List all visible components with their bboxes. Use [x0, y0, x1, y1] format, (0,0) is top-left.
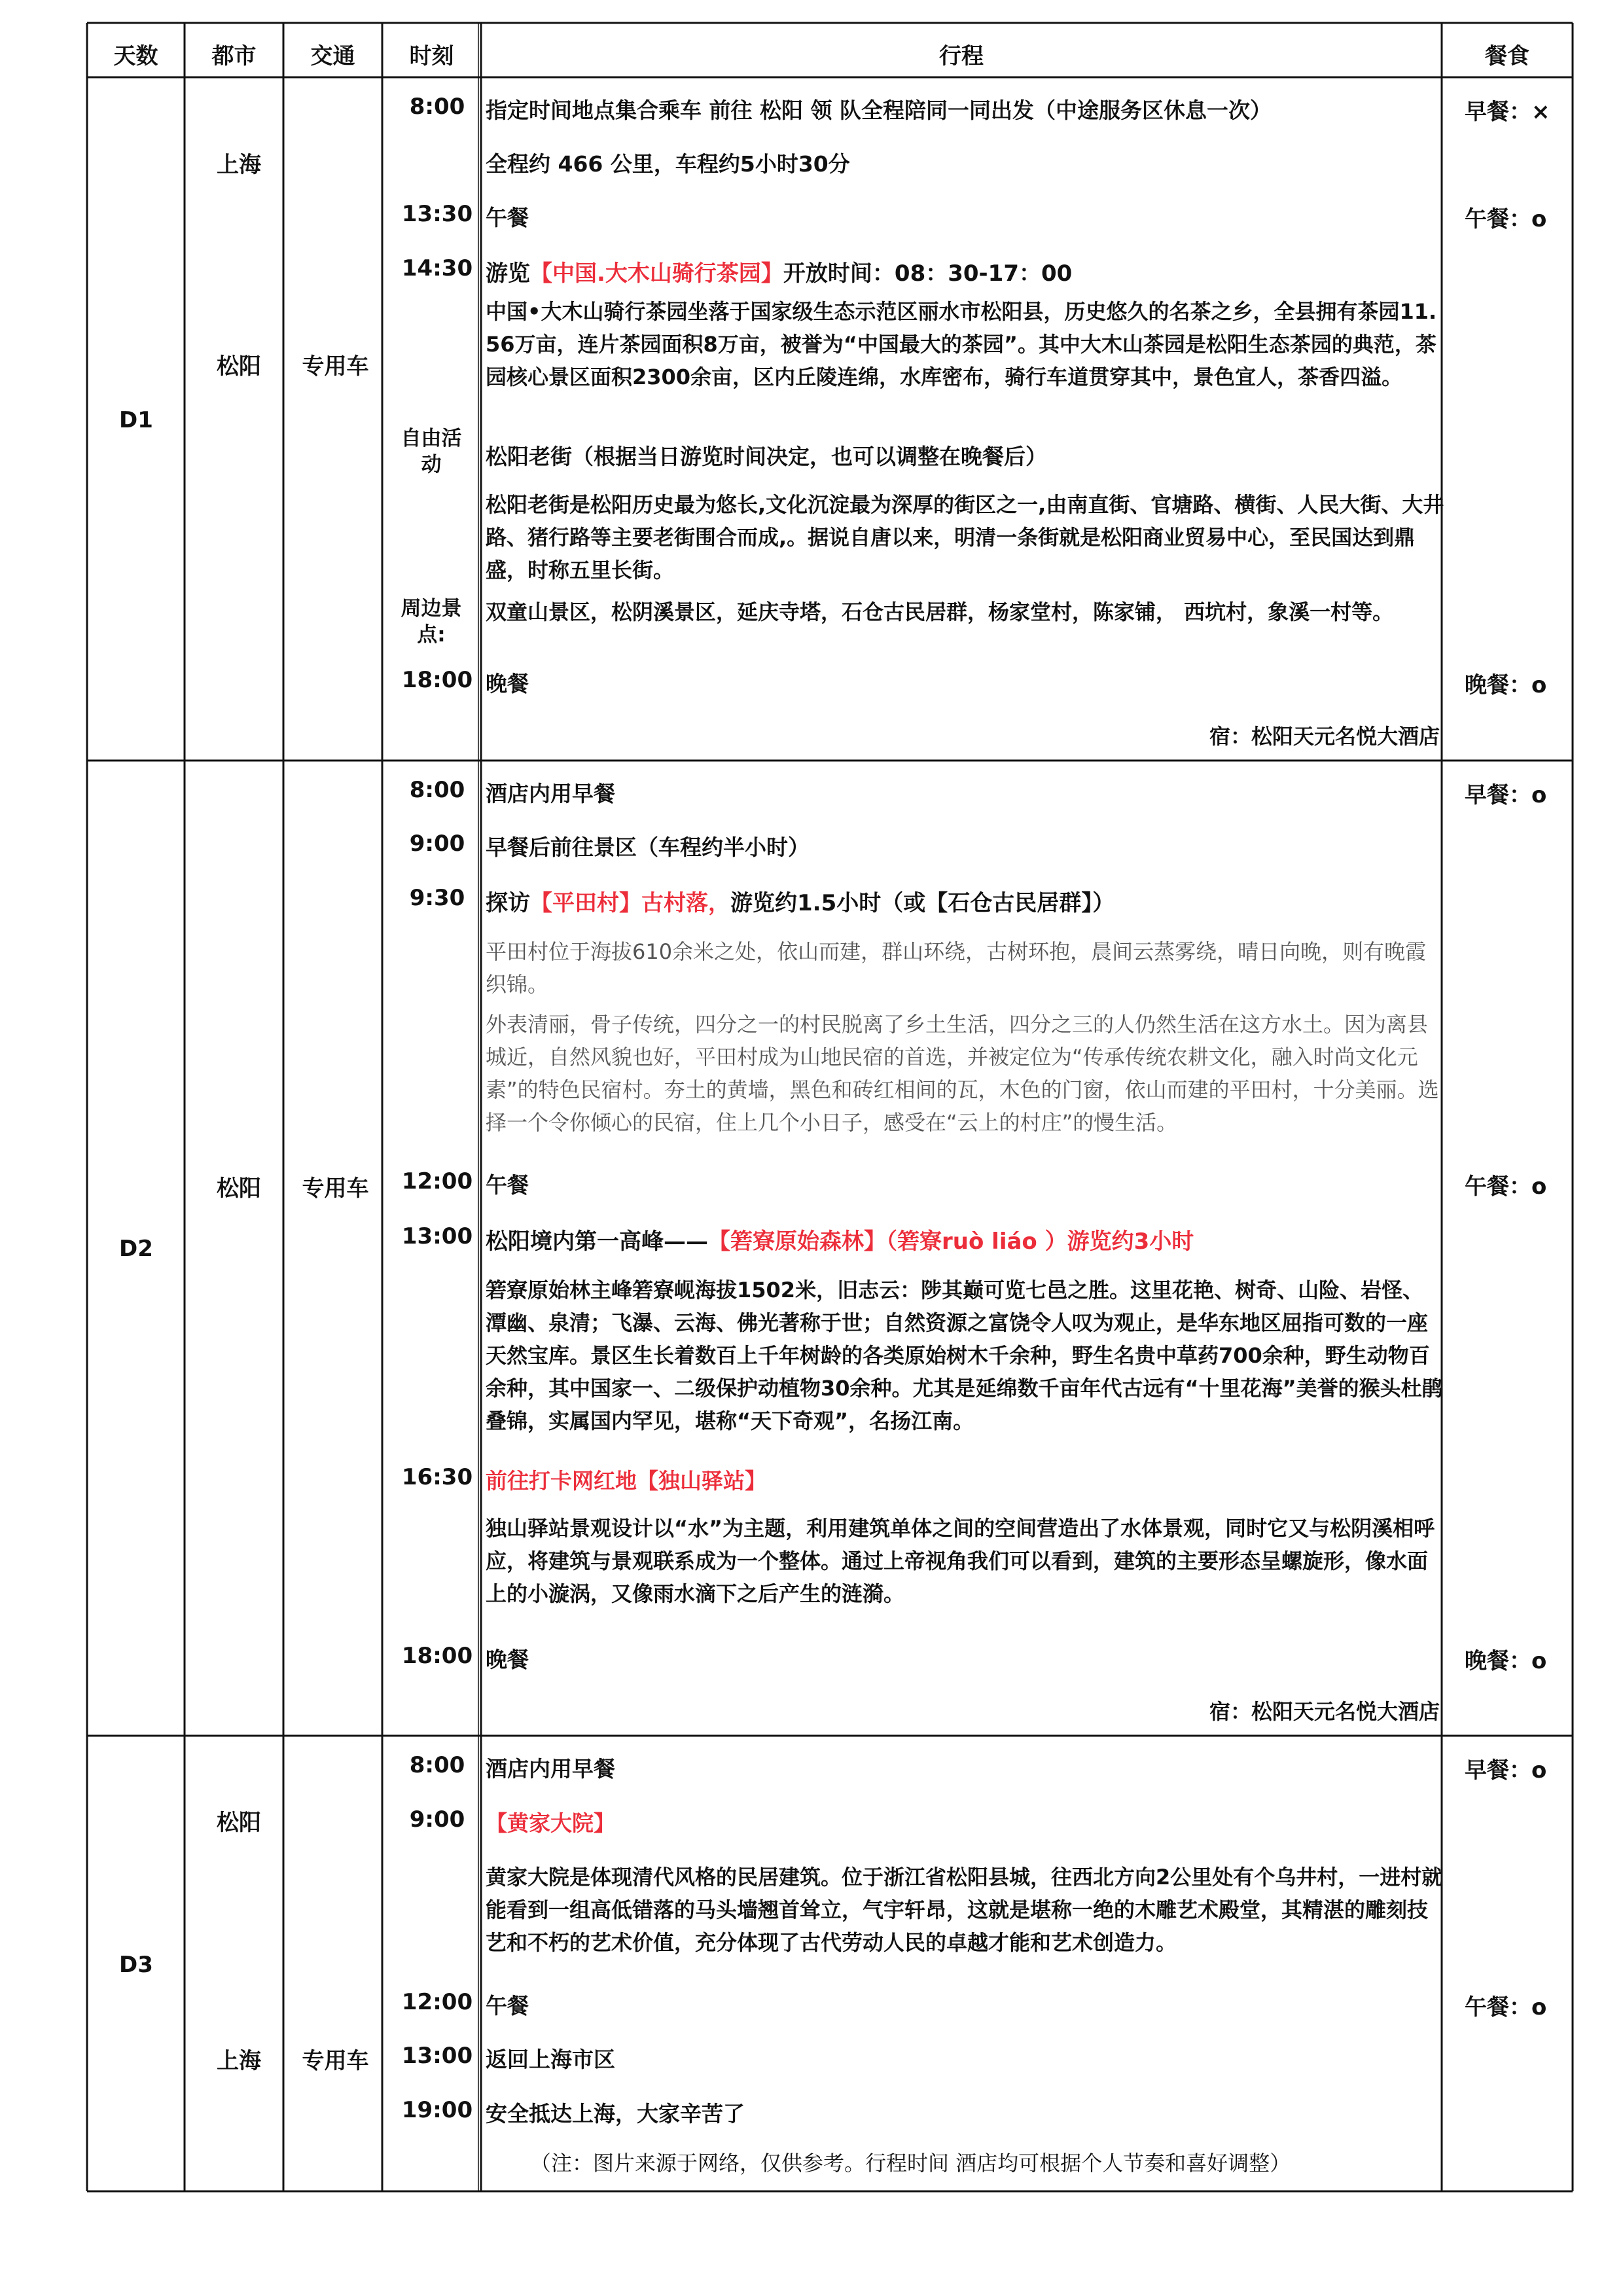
meal-cell: 午餐：o — [1465, 206, 1547, 232]
time-cell: 自由活动 — [401, 427, 462, 476]
time-cell: 18:00 — [401, 667, 473, 693]
meal-cell: 早餐：× — [1465, 99, 1550, 125]
itinerary-line: 午餐 — [486, 1172, 529, 1198]
city-cell: 松阳 — [217, 353, 261, 380]
time-cell: 12:00 — [401, 1989, 473, 2015]
hotel-line: 宿：松阳天元名悦大酒店 — [1209, 724, 1440, 749]
meal-cell: 晚餐：o — [1465, 672, 1547, 698]
transport-cell: 专用车 — [302, 353, 369, 380]
time-cell: 19:00 — [401, 2097, 473, 2123]
itinerary-line: 早餐后前往景区（车程约半小时） — [486, 834, 810, 860]
header-itinerary: 行程 — [939, 43, 984, 69]
itinerary-line: 安全抵达上海，大家辛苦了 — [486, 2101, 745, 2126]
day-label: D1 — [119, 407, 153, 433]
itinerary-line — [486, 885, 1115, 917]
text-segment: 开放时间：08：30-17：00 — [783, 260, 1073, 287]
day-label: D2 — [119, 1236, 153, 1262]
transport-cell: 专用车 — [302, 1175, 369, 1202]
header-day: 天数 — [113, 43, 158, 69]
description-paragraph: 黄家大院是体现清代风格的民居建筑。位于浙江省松阳县城，往西北方向2公里处有个乌井村，一进村就能看到一组高低错落的马头墙翘首耸立，气宇轩昂，这就是堪称一绝的木雕艺术殿堂，其精湛的雕刻技艺和不朽的艺术价值，充分体现了古代劳动人民的卓越才能和艺术创造力。 — [486, 1865, 1443, 1955]
itinerary-line: 酒店内用早餐 — [486, 781, 615, 806]
text-segment: 游览约1.5小时（或【石仓古民居群】） — [730, 890, 1115, 916]
itinerary-line: 午餐 — [486, 205, 529, 230]
description-paragraph: 箬寮原始林主峰箬寮岘海拔1502米，旧志云：陟其巅可览七邑之胜。这里花艳、树奇、山险、岩怪、潭幽、泉清；飞瀑、云海、佛光著称于世；自然资源之富饶令人叹为观止，是华东地区屈指可数的一座天然宝库。景区生长着数百上千年树龄的各类原始树木千余种，野生名贵中草药700余种，野生动物百余种，其中国家一、二级保护动植物30余种。尤其是延绵数千亩年代古远有“十里花海”美誉的猴头杜鹃叠锦，实属国内罕见，堪称“天下奇观”，名扬江南。 — [486, 1278, 1443, 1433]
time-cell: 13:00 — [401, 1223, 473, 1249]
highlight-attraction: 前往打卡网红地【独山驿站】 — [486, 1468, 766, 1494]
itinerary-line: 松阳老街（根据当日游览时间决定，也可以调整在晚餐后） — [486, 444, 1047, 469]
description-paragraph: 外表清丽，骨子传统，四分之一的村民脱离了乡土生活，四分之三的人仍然生活在这方水土。因为离县城近，自然风貌也好，平田村成为山地民宿的首选，并被定位为“传承传统农耕文化，融入时尚文化元素”的特色民宿村。夯土的黄墙，黑色和砖红相间的瓦，木色的门窗，依山而建的平田村，十分美丽。选择一个令你倾心的民宿，住上几个小日子，感受在“云上的村庄”的慢生活。 — [486, 1012, 1439, 1135]
meal-cell: 早餐：o — [1465, 782, 1547, 808]
meal-cell: 晚餐：o — [1465, 1648, 1547, 1674]
time-cell: 9:00 — [409, 1806, 465, 1833]
time-cell: 14:30 — [401, 255, 473, 281]
highlight-attraction: 【箬寮原始森林】（箬寮ruò liáo ）游览约3小时 — [708, 1229, 1194, 1255]
text-segment: 游览 — [486, 260, 530, 287]
transport-cell: 专用车 — [302, 2048, 369, 2074]
itinerary-line: 晚餐 — [486, 1647, 529, 1672]
city-cell: 松阳 — [217, 1810, 261, 1836]
highlight-attraction: 【黄家大院】 — [486, 1810, 615, 1836]
header-time: 时刻 — [409, 43, 454, 69]
time-cell: 9:00 — [409, 831, 465, 857]
meal-cell: 午餐：o — [1465, 1174, 1547, 1200]
city-cell: 上海 — [217, 2048, 261, 2074]
itinerary-line: 指定时间地点集合乘车 前往 松阳 领 队全程陪同一同出发（中途服务区休息一次） — [486, 98, 1272, 123]
footnote: （注：图片来源于网络，仅供参考。行程时间 酒店均可根据个人节奏和喜好调整） — [530, 2151, 1291, 2176]
time-cell: 13:00 — [401, 2043, 473, 2069]
description-paragraph: 平田村位于海拔610余米之处，依山而建，群山环绕，古树环抱，晨间云蒸雾绕，晴日向晚，则有晚霞织锦。 — [486, 939, 1427, 997]
description-paragraph: 松阳老街是松阳历史最为悠长,文化沉淀最为深厚的街区之一,由南直街、官塘路、横街、人民大街、大井路、猪行路等主要老街围合而成,。据说自唐以来，明清一条街就是松阳商业贸易中心，至民国达到鼎盛，时称五里长街。 — [486, 492, 1444, 583]
itinerary-line: 全程约 466 公里，车程约5小时30分 — [486, 151, 850, 177]
time-cell: 8:00 — [409, 94, 465, 120]
itinerary-line: 返回上海市区 — [486, 2047, 615, 2072]
description-paragraph: 独山驿站景观设计以“水”为主题，利用建筑单体之间的空间营造出了水体景观，同时它又与松阴溪相呼应，将建筑与景观联系成为一个整体。通过上帝视角我们可以看到，建筑的主要形态呈螺旋形，像水面上的小漩涡，又像雨水滴下之后产生的涟漪。 — [486, 1516, 1435, 1606]
time-cell: 8:00 — [409, 777, 465, 803]
description-paragraph: 中国•大木山骑行茶园坐落于国家级生态示范区丽水市松阳县，历史悠久的名茶之乡，全县拥有茶园11.56万亩，连片茶园面积8万亩，被誉为“中国最大的茶园”。其中大木山茶园是松阳生态茶园的典范，茶园核心景区面积2300余亩，区内丘陵连绵，水库密布，骑行车道贯穿其中，景色宜人，茶香四溢。 — [486, 299, 1437, 389]
time-cell: 12:00 — [401, 1168, 473, 1194]
text-segment: 松阳境内第一高峰—— — [486, 1229, 708, 1255]
itinerary-line: 晚餐 — [486, 671, 529, 696]
highlight-attraction: 【中国.大木山骑行茶园】 — [530, 260, 783, 287]
meal-cell: 午餐：o — [1465, 1994, 1547, 2020]
highlight-attraction: 【平田村】古村落， — [530, 890, 730, 916]
city-cell: 松阳 — [217, 1175, 261, 1202]
time-cell: 18:00 — [401, 1643, 473, 1669]
itinerary-line — [486, 255, 1072, 287]
header-city: 都市 — [211, 43, 257, 69]
time-cell: 9:30 — [409, 885, 465, 911]
time-cell: 13:30 — [401, 201, 473, 227]
nearby-sights: 双童山景区，松阴溪景区，延庆寺塔，石仓古民居群，杨家堂村，陈家铺， 西坑村，象溪一村等。 — [486, 600, 1394, 624]
hotel-line: 宿：松阳天元名悦大酒店 — [1209, 1699, 1440, 1724]
header-transport: 交通 — [310, 43, 355, 69]
time-cell: 周边景点: — [401, 597, 462, 647]
city-cell: 上海 — [217, 152, 261, 178]
itinerary-line: 午餐 — [486, 1993, 529, 2018]
itinerary-line — [486, 1223, 1194, 1255]
time-cell: 16:30 — [401, 1464, 473, 1490]
itinerary-line: 酒店内用早餐 — [486, 1756, 615, 1782]
text-segment: 探访 — [486, 890, 530, 916]
meal-cell: 早餐：o — [1465, 1757, 1547, 1784]
day-label: D3 — [119, 1952, 153, 1978]
header-meals: 餐食 — [1485, 43, 1529, 69]
time-cell: 8:00 — [409, 1752, 465, 1778]
